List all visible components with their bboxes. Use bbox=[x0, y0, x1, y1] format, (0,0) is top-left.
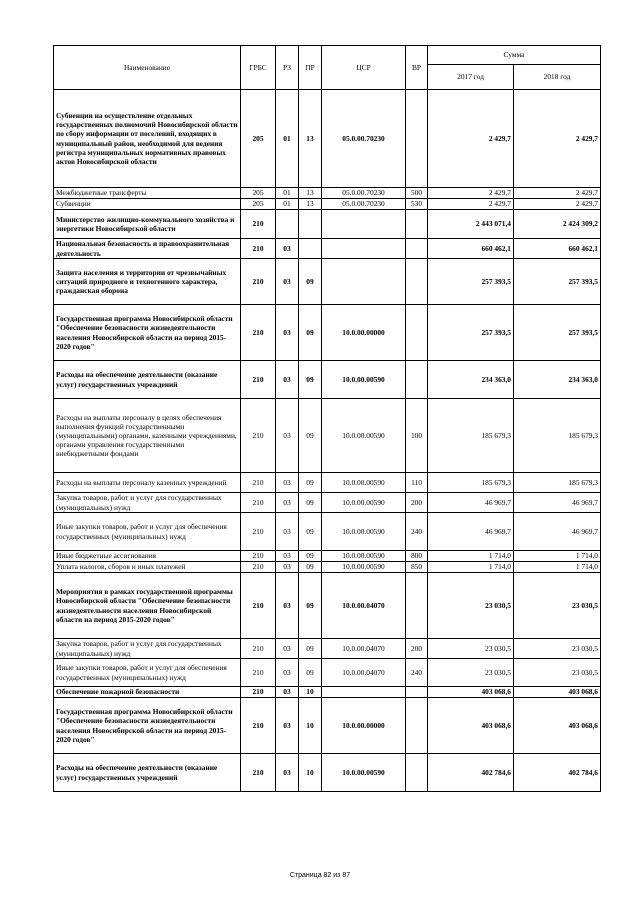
cell-rz: 01 bbox=[276, 188, 299, 199]
cell-pr: 09 bbox=[299, 639, 322, 659]
cell-sum-2017: 2 429,7 bbox=[428, 188, 514, 199]
cell-vr bbox=[406, 239, 428, 259]
cell-rz: 03 bbox=[276, 399, 299, 473]
table-row bbox=[54, 639, 601, 659]
cell-pr: 09 bbox=[299, 361, 322, 399]
cell-rz: 03 bbox=[276, 687, 299, 698]
cell-grbs: 210 bbox=[241, 639, 276, 659]
cell-csr: 05.0.00.70230 bbox=[322, 90, 406, 188]
cell-rz: 01 bbox=[276, 199, 299, 210]
cell-name: Государственная программа Новосибирской области "Обеспечение безопасности жизнедеятельности населения Новосибирской области на период 2015-2020 годов" bbox=[54, 305, 241, 361]
cell-grbs: 210 bbox=[241, 513, 276, 551]
table-row bbox=[54, 259, 601, 305]
cell-rz: 03 bbox=[276, 493, 299, 513]
cell-sum-2018: 23 030,5 bbox=[514, 639, 601, 659]
cell-name: Иные бюджетные ассигнования bbox=[54, 551, 241, 562]
table-row bbox=[54, 562, 601, 573]
cell-sum-2018: 234 363,0 bbox=[514, 361, 601, 399]
cell-csr: 10.0.00.00590 bbox=[322, 399, 406, 473]
cell-sum-2017: 2 429,7 bbox=[428, 90, 514, 188]
cell-sum-2017: 2 443 071,4 bbox=[428, 210, 514, 239]
cell-rz: 03 bbox=[276, 239, 299, 259]
cell-pr: 13 bbox=[299, 90, 322, 188]
table-row bbox=[54, 188, 601, 199]
cell-rz: 03 bbox=[276, 573, 299, 639]
cell-grbs: 210 bbox=[241, 659, 276, 687]
cell-pr: 09 bbox=[299, 659, 322, 687]
cell-name: Закупка товаров, работ и услуг для государственных (муниципальных) нужд bbox=[54, 639, 241, 659]
cell-csr bbox=[322, 687, 406, 698]
cell-csr: 10.0.00.00000 bbox=[322, 698, 406, 754]
header-grbs: ГРБС bbox=[241, 46, 276, 90]
cell-grbs: 210 bbox=[241, 493, 276, 513]
cell-pr: 09 bbox=[299, 493, 322, 513]
cell-name: Расходы на выплаты персоналу казенных учреждений bbox=[54, 473, 241, 493]
cell-rz: 03 bbox=[276, 659, 299, 687]
cell-pr: 09 bbox=[299, 573, 322, 639]
header-sum: Сумма bbox=[428, 46, 601, 65]
table-row bbox=[54, 210, 601, 239]
budget-table bbox=[53, 45, 601, 792]
cell-sum-2017: 1 714,0 bbox=[428, 551, 514, 562]
table-row bbox=[54, 473, 601, 493]
table-row bbox=[54, 305, 601, 361]
table-body bbox=[54, 90, 601, 792]
table-row bbox=[54, 199, 601, 210]
cell-name: Расходы на обеспечение деятельности (оказание услуг) государственных учреждений bbox=[54, 361, 241, 399]
cell-pr: 09 bbox=[299, 551, 322, 562]
table-row bbox=[54, 399, 601, 473]
cell-name: Расходы на обеспечение деятельности (оказание услуг) государственных учреждений bbox=[54, 754, 241, 792]
cell-name: Субвенции на осуществление отдельных государственных полномочий Новосибирской области по сбору информации от поселений, входящих в муниципальный район, необходимой для ведения регистра муниципальных нормативных правовых актов Новосибирской области bbox=[54, 90, 241, 188]
cell-sum-2018: 23 030,5 bbox=[514, 659, 601, 687]
table-row bbox=[54, 573, 601, 639]
cell-sum-2018: 1 714,0 bbox=[514, 551, 601, 562]
cell-csr: 10.0.00.04070 bbox=[322, 639, 406, 659]
cell-csr bbox=[322, 259, 406, 305]
cell-vr bbox=[406, 361, 428, 399]
cell-rz: 01 bbox=[276, 90, 299, 188]
cell-grbs: 210 bbox=[241, 361, 276, 399]
cell-vr: 240 bbox=[406, 513, 428, 551]
cell-grbs: 210 bbox=[241, 562, 276, 573]
cell-pr: 09 bbox=[299, 473, 322, 493]
cell-grbs: 205 bbox=[241, 199, 276, 210]
cell-grbs: 210 bbox=[241, 573, 276, 639]
cell-pr: 09 bbox=[299, 305, 322, 361]
cell-csr: 10.0.00.00590 bbox=[322, 551, 406, 562]
table-row bbox=[54, 239, 601, 259]
cell-sum-2018: 185 679,3 bbox=[514, 399, 601, 473]
cell-sum-2018: 46 969,7 bbox=[514, 493, 601, 513]
cell-sum-2017: 660 462,1 bbox=[428, 239, 514, 259]
cell-grbs: 210 bbox=[241, 551, 276, 562]
table-row bbox=[54, 687, 601, 698]
cell-pr: 09 bbox=[299, 259, 322, 305]
cell-csr: 05.0.00.70230 bbox=[322, 188, 406, 199]
cell-sum-2017: 234 363,0 bbox=[428, 361, 514, 399]
cell-sum-2017: 257 393,5 bbox=[428, 305, 514, 361]
cell-grbs: 210 bbox=[241, 259, 276, 305]
cell-rz: 03 bbox=[276, 639, 299, 659]
cell-name: Министерство жилищно-коммунального хозяйства и энергетики Новосибирской области bbox=[54, 210, 241, 239]
cell-sum-2018: 2 429,7 bbox=[514, 199, 601, 210]
cell-vr: 200 bbox=[406, 639, 428, 659]
cell-grbs: 210 bbox=[241, 473, 276, 493]
cell-csr: 10.0.00.00590 bbox=[322, 493, 406, 513]
cell-csr: 10.0.00.00590 bbox=[322, 754, 406, 792]
cell-sum-2017: 23 030,5 bbox=[428, 639, 514, 659]
cell-rz: 03 bbox=[276, 361, 299, 399]
cell-sum-2017: 2 429,7 bbox=[428, 199, 514, 210]
cell-vr: 240 bbox=[406, 659, 428, 687]
cell-sum-2018: 660 462,1 bbox=[514, 239, 601, 259]
cell-csr: 10.0.00.00590 bbox=[322, 361, 406, 399]
cell-rz: 03 bbox=[276, 551, 299, 562]
cell-vr bbox=[406, 573, 428, 639]
cell-name: Межбюджетные трансферты bbox=[54, 188, 241, 199]
table-row bbox=[54, 493, 601, 513]
cell-sum-2018: 257 393,5 bbox=[514, 305, 601, 361]
table-row bbox=[54, 551, 601, 562]
cell-sum-2018: 185 679,3 bbox=[514, 473, 601, 493]
cell-sum-2017: 403 068,6 bbox=[428, 687, 514, 698]
cell-rz: 03 bbox=[276, 305, 299, 361]
cell-csr: 05.0.00.70230 bbox=[322, 199, 406, 210]
table-row bbox=[54, 90, 601, 188]
cell-sum-2018: 257 393,5 bbox=[514, 259, 601, 305]
cell-rz: 03 bbox=[276, 259, 299, 305]
cell-sum-2017: 23 030,5 bbox=[428, 659, 514, 687]
cell-vr: 100 bbox=[406, 399, 428, 473]
cell-name: Иные закупки товаров, работ и услуг для обеспечения государственных (муниципальных) нужд bbox=[54, 513, 241, 551]
cell-rz: 03 bbox=[276, 473, 299, 493]
cell-csr: 10.0.00.00590 bbox=[322, 513, 406, 551]
table-row bbox=[54, 513, 601, 551]
table-row bbox=[54, 698, 601, 754]
cell-sum-2017: 403 068,6 bbox=[428, 698, 514, 754]
header-pr: ПР bbox=[299, 46, 322, 90]
cell-name: Защита населения и территории от чрезвычайных ситуаций природного и техногенного характера, гражданская оборона bbox=[54, 259, 241, 305]
cell-sum-2017: 185 679,3 bbox=[428, 399, 514, 473]
cell-name: Субвенции bbox=[54, 199, 241, 210]
cell-rz: 03 bbox=[276, 513, 299, 551]
cell-sum-2018: 46 969,7 bbox=[514, 513, 601, 551]
cell-name: Закупка товаров, работ и услуг для государственных (муниципальных) нужд bbox=[54, 493, 241, 513]
header-rz: РЗ bbox=[276, 46, 299, 90]
cell-vr bbox=[406, 687, 428, 698]
header-year-2017: 2017 год bbox=[428, 65, 514, 90]
cell-name: Мероприятия в рамках государственной программы Новосибирской области "Обеспечение безопасности жизнедеятельности населения Новосибирской области на период 2015-2020 годов" bbox=[54, 573, 241, 639]
cell-vr: 800 bbox=[406, 551, 428, 562]
cell-sum-2017: 1 714,0 bbox=[428, 562, 514, 573]
cell-grbs: 210 bbox=[241, 305, 276, 361]
table-row bbox=[54, 659, 601, 687]
cell-csr: 10.0.00.04070 bbox=[322, 573, 406, 639]
cell-csr: 10.0.00.00590 bbox=[322, 473, 406, 493]
cell-pr: 10 bbox=[299, 687, 322, 698]
cell-sum-2018: 403 068,6 bbox=[514, 687, 601, 698]
cell-grbs: 210 bbox=[241, 687, 276, 698]
cell-pr bbox=[299, 210, 322, 239]
cell-vr bbox=[406, 754, 428, 792]
cell-vr: 200 bbox=[406, 493, 428, 513]
cell-vr: 850 bbox=[406, 562, 428, 573]
header-name: Наименование bbox=[54, 46, 241, 90]
cell-vr bbox=[406, 210, 428, 239]
cell-pr bbox=[299, 239, 322, 259]
cell-sum-2018: 402 784,6 bbox=[514, 754, 601, 792]
cell-grbs: 210 bbox=[241, 754, 276, 792]
header-vr: ВР bbox=[406, 46, 428, 90]
cell-vr: 110 bbox=[406, 473, 428, 493]
cell-sum-2018: 2 429,7 bbox=[514, 188, 601, 199]
cell-rz bbox=[276, 210, 299, 239]
table-row bbox=[54, 361, 601, 399]
cell-pr: 10 bbox=[299, 754, 322, 792]
header-csr: ЦСР bbox=[322, 46, 406, 90]
cell-csr: 10.0.00.04070 bbox=[322, 659, 406, 687]
table-row bbox=[54, 754, 601, 792]
cell-csr: 10.0.00.00590 bbox=[322, 562, 406, 573]
cell-sum-2018: 1 714,0 bbox=[514, 562, 601, 573]
cell-sum-2017: 185 679,3 bbox=[428, 473, 514, 493]
cell-name: Расходы на выплаты персоналу в целях обеспечения выполнения функций государственными (муниципальными) органами, казенными учреждениями, органами управления государственными внебюджетными фондами bbox=[54, 399, 241, 473]
cell-grbs: 210 bbox=[241, 399, 276, 473]
cell-pr: 09 bbox=[299, 513, 322, 551]
cell-pr: 09 bbox=[299, 562, 322, 573]
cell-grbs: 210 bbox=[241, 239, 276, 259]
cell-name: Национальная безопасность и правоохранительная деятельность bbox=[54, 239, 241, 259]
cell-rz: 03 bbox=[276, 562, 299, 573]
cell-pr: 10 bbox=[299, 698, 322, 754]
cell-grbs: 205 bbox=[241, 188, 276, 199]
cell-sum-2017: 257 393,5 bbox=[428, 259, 514, 305]
cell-grbs: 210 bbox=[241, 698, 276, 754]
cell-sum-2018: 2 424 309,2 bbox=[514, 210, 601, 239]
cell-sum-2017: 46 969,7 bbox=[428, 513, 514, 551]
cell-rz: 03 bbox=[276, 698, 299, 754]
cell-name: Государственная программа Новосибирской области "Обеспечение безопасности жизнедеятельности населения Новосибирской области на период 2015-2020 годов" bbox=[54, 698, 241, 754]
header-year-2018: 2018 год bbox=[514, 65, 601, 90]
cell-rz: 03 bbox=[276, 754, 299, 792]
cell-vr: 530 bbox=[406, 199, 428, 210]
cell-vr: 500 bbox=[406, 188, 428, 199]
cell-name: Иные закупки товаров, работ и услуг для обеспечения государственных (муниципальных) нужд bbox=[54, 659, 241, 687]
cell-pr: 13 bbox=[299, 188, 322, 199]
cell-csr: 10.0.00.00000 bbox=[322, 305, 406, 361]
cell-name: Обеспечение пожарной безопасности bbox=[54, 687, 241, 698]
cell-vr bbox=[406, 305, 428, 361]
cell-grbs: 210 bbox=[241, 210, 276, 239]
cell-sum-2017: 402 784,6 bbox=[428, 754, 514, 792]
cell-sum-2017: 46 969,7 bbox=[428, 493, 514, 513]
cell-name: Уплата налогов, сборов и иных платежей bbox=[54, 562, 241, 573]
cell-csr bbox=[322, 210, 406, 239]
page-number: Страница 82 из 87 bbox=[289, 872, 351, 879]
cell-sum-2018: 403 068,6 bbox=[514, 698, 601, 754]
cell-sum-2018: 23 030,5 bbox=[514, 573, 601, 639]
cell-pr: 13 bbox=[299, 199, 322, 210]
cell-grbs: 205 bbox=[241, 90, 276, 188]
cell-vr bbox=[406, 259, 428, 305]
cell-pr: 09 bbox=[299, 399, 322, 473]
cell-sum-2018: 2 429,7 bbox=[514, 90, 601, 188]
cell-vr bbox=[406, 90, 428, 188]
cell-csr bbox=[322, 239, 406, 259]
cell-vr bbox=[406, 698, 428, 754]
cell-sum-2017: 23 030,5 bbox=[428, 573, 514, 639]
